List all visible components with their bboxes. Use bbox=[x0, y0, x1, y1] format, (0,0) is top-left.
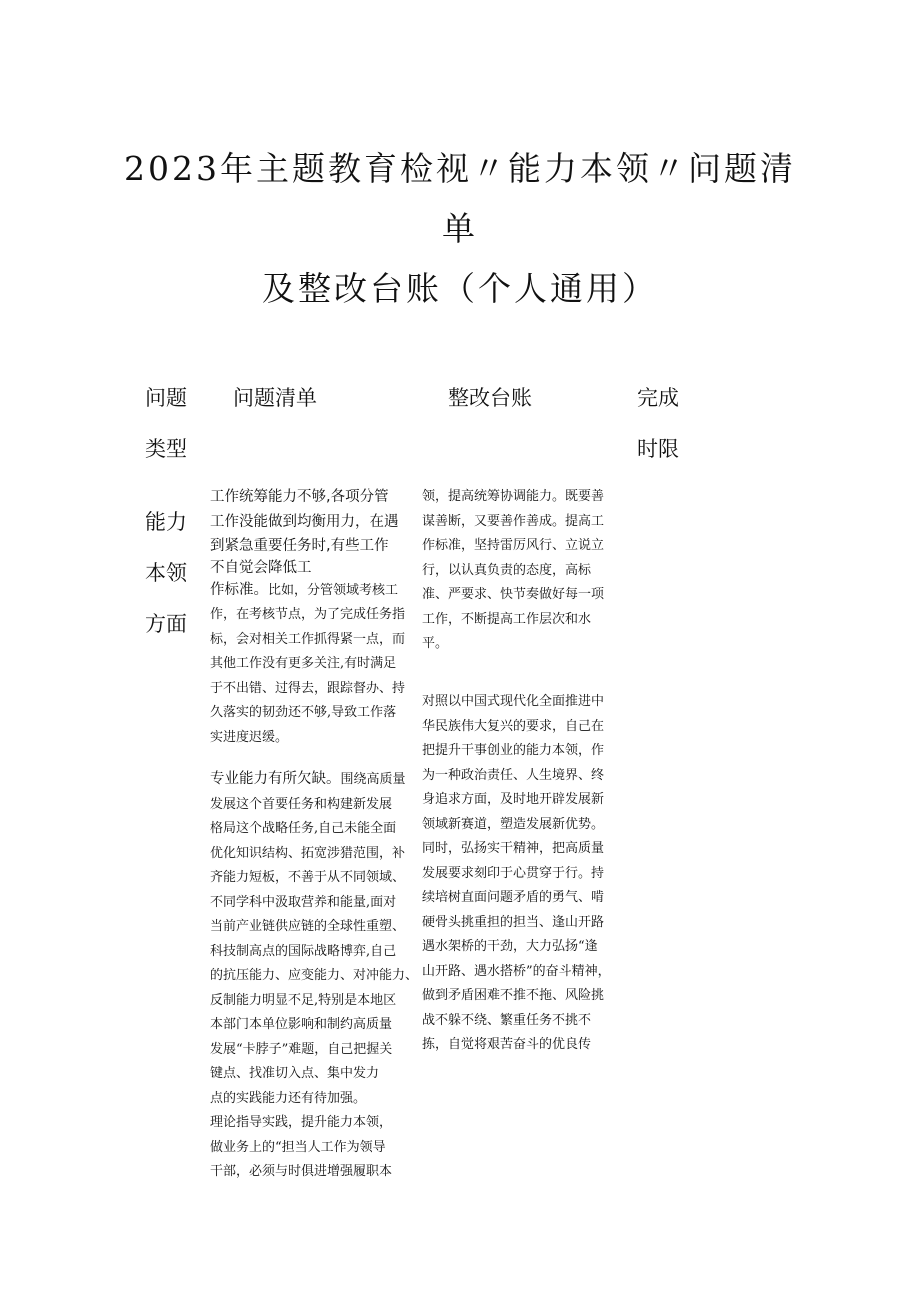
document-title-line-2: 单 bbox=[442, 209, 478, 248]
rectification-1-line: 行，以认真负责的态度，高标 bbox=[422, 562, 592, 578]
problem-2-body-line: 本部门本单位影响和制约高质量 bbox=[210, 1017, 393, 1032]
header-type-line-1: 问题 bbox=[145, 386, 187, 410]
problem-2-body-line: 反制能力明显不足,特别是本地区 bbox=[210, 992, 397, 1008]
rectification-2-line: 战不躲不绕、繁重任务不挑不 bbox=[422, 1012, 592, 1028]
document-title-line-1: 2023年主题教育检视〃能力本领〃问题清 bbox=[124, 149, 796, 188]
problem-type-line: 能力 bbox=[145, 510, 187, 534]
rectification-1-line: 工作，不断提高工作层次和水 bbox=[422, 611, 592, 627]
header-deadline-line-2: 时限 bbox=[637, 437, 679, 461]
problem-2-body-line: 当前产业链供应链的全球性重塑、 bbox=[210, 919, 406, 934]
problem-1-lead-line: 工作没能做到均衡用力，在遇 bbox=[210, 513, 399, 530]
rectification-1-line: 谋善断，又要善作善成。提高工 bbox=[422, 513, 605, 529]
rectification-2-line: 做到矛盾困难不推不拖、风险挑 bbox=[422, 988, 605, 1003]
problem-2-body-line: 的抗压能力、应变能力、对冲能力、 bbox=[210, 968, 419, 983]
problem-type-line: 本领 bbox=[145, 561, 187, 585]
problem-1-body-line: 作，在考核节点，为了完成任务指 bbox=[210, 607, 406, 622]
problem-1-lead-line: 工作统筹能力不够,各项分管 bbox=[210, 489, 389, 505]
problem-2-body-line: 科技制高点的国际战略博弈,自己 bbox=[210, 943, 397, 959]
problem-item-2 bbox=[210, 767, 425, 1185]
problem-extra-line: 理论指导实践，提升能力本领， bbox=[210, 1115, 393, 1130]
problem-2-body-line: 点的实践能力还有待加强。 bbox=[210, 1090, 367, 1106]
problem-1-body-line: 比如，分管领域考核工 bbox=[268, 582, 399, 598]
problem-1-lead-line: 不自觉会降低工 bbox=[210, 559, 312, 576]
problem-1-body-line: 久落实的韧劲还不够,导致工作落 bbox=[210, 705, 397, 720]
rectification-2-line: 硬骨头挑重担的担当、逢山开路 bbox=[422, 914, 605, 930]
problem-2-body-line: 围绕高质量 bbox=[340, 772, 406, 787]
header-rectification-ledger: 整改台账 bbox=[448, 386, 532, 410]
problem-2-body-line: 格局这个战略任务,自己未能全面 bbox=[210, 821, 397, 836]
problem-1-lead-line: 作标准。 bbox=[210, 581, 268, 598]
rectification-2-line: 遇水架桥的干劲，大力弘扬“逢 bbox=[422, 939, 598, 954]
rectification-1-line: 作标准，坚持雷厉风行、立说立 bbox=[422, 538, 605, 553]
rectification-2-line: 身追求方面，及时地开辟发展新 bbox=[422, 792, 605, 807]
rectification-1-line: 领，提高统筹协调能力。既要善 bbox=[422, 489, 605, 504]
rectification-2-line: 领域新赛道，塑造发展新优势。 bbox=[422, 816, 605, 832]
problem-2-body-line: 键点、找准切入点、集中发力 bbox=[210, 1066, 380, 1081]
problem-1-body-line: 其他工作没有更多关注,有时满足 bbox=[210, 656, 397, 671]
problem-extra-line: 干部，必须与时俱进增强履职本 bbox=[210, 1164, 393, 1179]
header-type-line-2: 类型 bbox=[145, 437, 187, 461]
rectification-2-line: 拣，自觉将艰苦奋斗的优良传 bbox=[422, 1037, 592, 1052]
problem-type-cell bbox=[145, 497, 187, 650]
rectification-1-line: 平。 bbox=[422, 636, 449, 651]
rectification-2-line: 续培树直面问题矛盾的勇气、啃 bbox=[422, 890, 605, 905]
problem-extra-line: 做业务上的“担当人工作为领导 bbox=[210, 1139, 386, 1155]
problem-1-body-line: 于不出错、过得去，跟踪督办、持 bbox=[210, 680, 406, 696]
rectification-2-line: 同时，弘扬实干精神，把高质量 bbox=[422, 841, 605, 856]
rectification-1-line: 准、严要求、快节奏做好每一项 bbox=[422, 587, 605, 602]
problem-type-line: 方面 bbox=[145, 612, 187, 636]
problem-item-1 bbox=[210, 485, 425, 750]
rectification-2-line: 对照以中国式现代化全面推进中 bbox=[422, 694, 605, 709]
problem-2-body-line: 发展“卡脖子”难题，自己把握关 bbox=[210, 1041, 393, 1057]
rectification-2-line: 为一种政治责任、人生境界、终 bbox=[422, 767, 605, 783]
problem-2-body-line: 不同学科中汲取营养和能量,面对 bbox=[210, 894, 397, 910]
rectification-block-1 bbox=[422, 485, 627, 657]
header-problem-list: 问题清单 bbox=[233, 386, 317, 410]
problem-1-body-line: 实进度迟缓。 bbox=[210, 729, 289, 745]
rectification-block-2 bbox=[422, 690, 627, 1058]
problem-2-lead: 专业能力有所欠缺。 bbox=[210, 771, 341, 787]
problem-2-body-line: 齐能力短板，不善于从不同领域、 bbox=[210, 870, 406, 885]
document-title-line-3: 及整改台账（个人通用） bbox=[262, 269, 658, 308]
rectification-2-line: 发展要求刻印于心贯穿于行。持 bbox=[422, 865, 605, 881]
rectification-2-line: 华民族伟大复兴的要求，自己在 bbox=[422, 718, 605, 734]
problem-1-body-line: 标，会对相关工作抓得紧一点，而 bbox=[210, 631, 406, 647]
rectification-2-line: 山开路、遇水搭桥”的奋斗精神， bbox=[422, 963, 611, 979]
problem-2-body-line: 发展这个首要任务和构建新发展 bbox=[210, 796, 393, 812]
problem-2-body-line: 优化知识结构、拓宽涉猎范围，补 bbox=[210, 845, 406, 861]
header-deadline-line-1: 完成 bbox=[637, 386, 679, 410]
problem-1-lead-line: 到紧急重要任务时,有些工作 bbox=[210, 538, 389, 554]
rectification-2-line: 把提升干事创业的能力本领，作 bbox=[422, 743, 605, 758]
